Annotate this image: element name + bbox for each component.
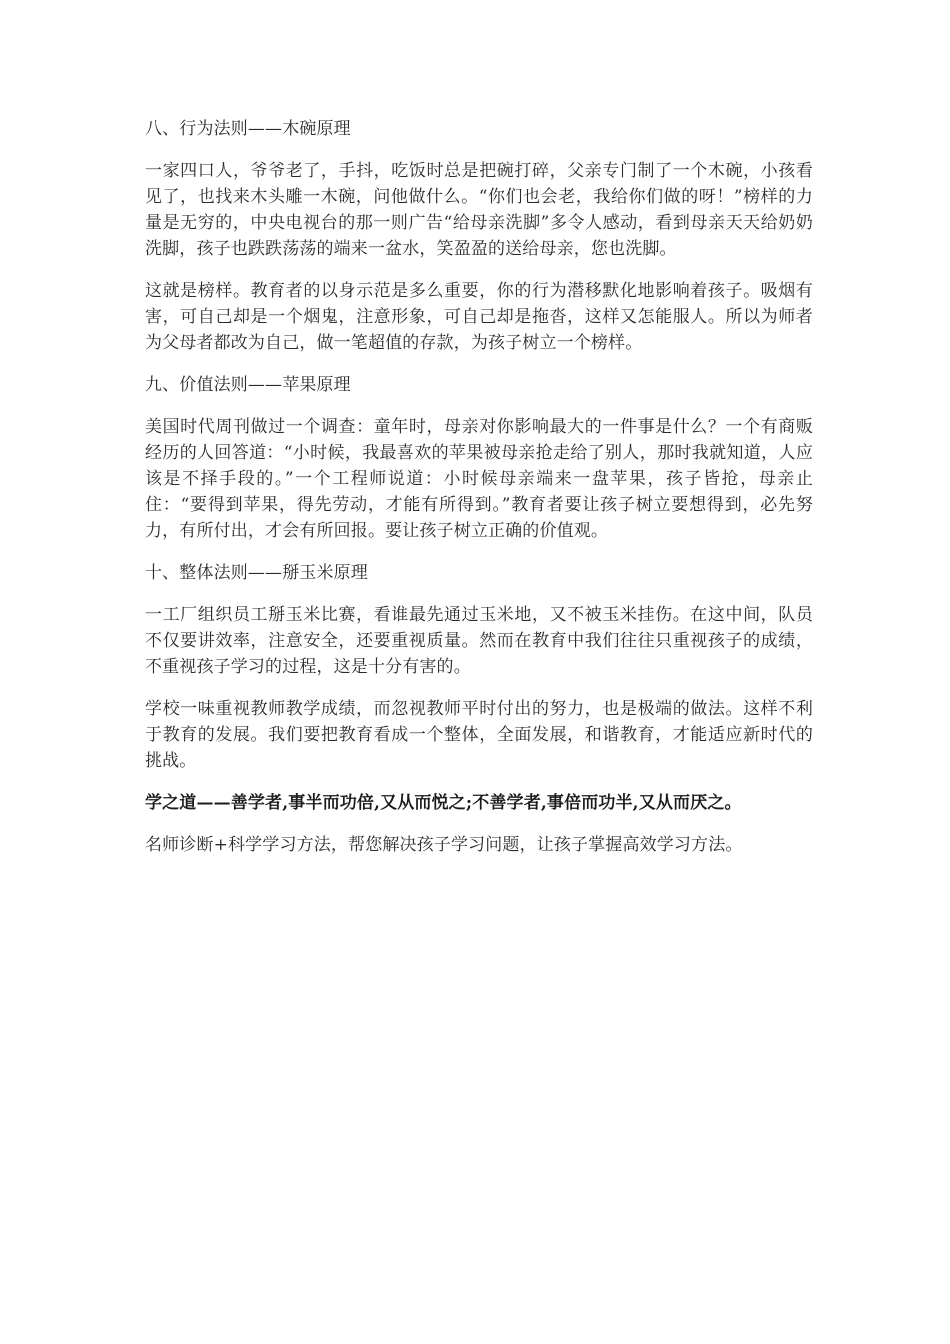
section-heading-9: 九、价值法则——苹果原理	[145, 375, 351, 395]
closing-note: 名师诊断+科学学习方法，帮您解决孩子学习问题，让孩子掌握高效学习方法。	[145, 835, 743, 855]
paragraph-wooden-bowl-story: 一家四口人，爷爷老了，手抖，吃饭时总是把碗打碎，父亲专门制了一个木碗，小孩看见了，也找来木头雕一木碗，问他做什么。“你们也会老，我给你们做的呀！”榜样的力量是无穷的，中央电视台的那一则广告“给母亲洗脚”多令人感动，看到母亲天天给奶奶洗脚，孩子也跌跌荡荡的端来一盆水，笑盈盈的送给母亲，您也洗脚。	[145, 161, 813, 259]
closing-motto: 学之道——善学者,事半而功倍,又从而悦之;不善学者,事倍而功半,又从而厌之。	[145, 793, 742, 813]
paragraph-apple-story: 美国时代周刊做过一个调查：童年时，母亲对你影响最大的一件事是什么？一个有商贩经历的人回答道：“小时候，我最喜欢的苹果被母亲抢走给了别人，那时我就知道，人应该是不择手段的。”一个工程师说道：小时候母亲端来一盘苹果，孩子皆抢，母亲止住：“要得到苹果，得先劳动，才能有所得到。”教育者要让孩子树立要想得到，必先努力，有所付出，才会有所回报。要让孩子树立正确的价值观。	[145, 417, 813, 541]
paragraph-role-model: 这就是榜样。教育者的以身示范是多么重要，你的行为潜移默化地影响着孩子。吸烟有害，可自己却是一个烟鬼，注意形象，可自己却是拖沓，这样又怎能服人。所以为师者为父母者都改为自己，做一笔超值的存款，为孩子树立一个榜样。	[145, 281, 813, 353]
paragraph-school-whole: 学校一味重视教师教学成绩，而忽视教师平时付出的努力，也是极端的做法。这样不利于教育的发展。我们要把教育看成一个整体，全面发展，和谐教育，才能适应新时代的挑战。	[145, 699, 813, 771]
paragraph-corn-story: 一工厂组织员工掰玉米比赛，看谁最先通过玉米地，又不被玉米挂伤。在这中间，队员不仅要讲效率，注意安全，还要重视质量。然而在教育中我们往往只重视孩子的成绩，不重视孩子学习的过程，这是十分有害的。	[145, 605, 813, 677]
section-heading-10: 十、整体法则——掰玉米原理	[145, 563, 368, 583]
section-heading-8: 八、行为法则——木碗原理	[145, 119, 351, 139]
document-page	[145, 116, 813, 874]
